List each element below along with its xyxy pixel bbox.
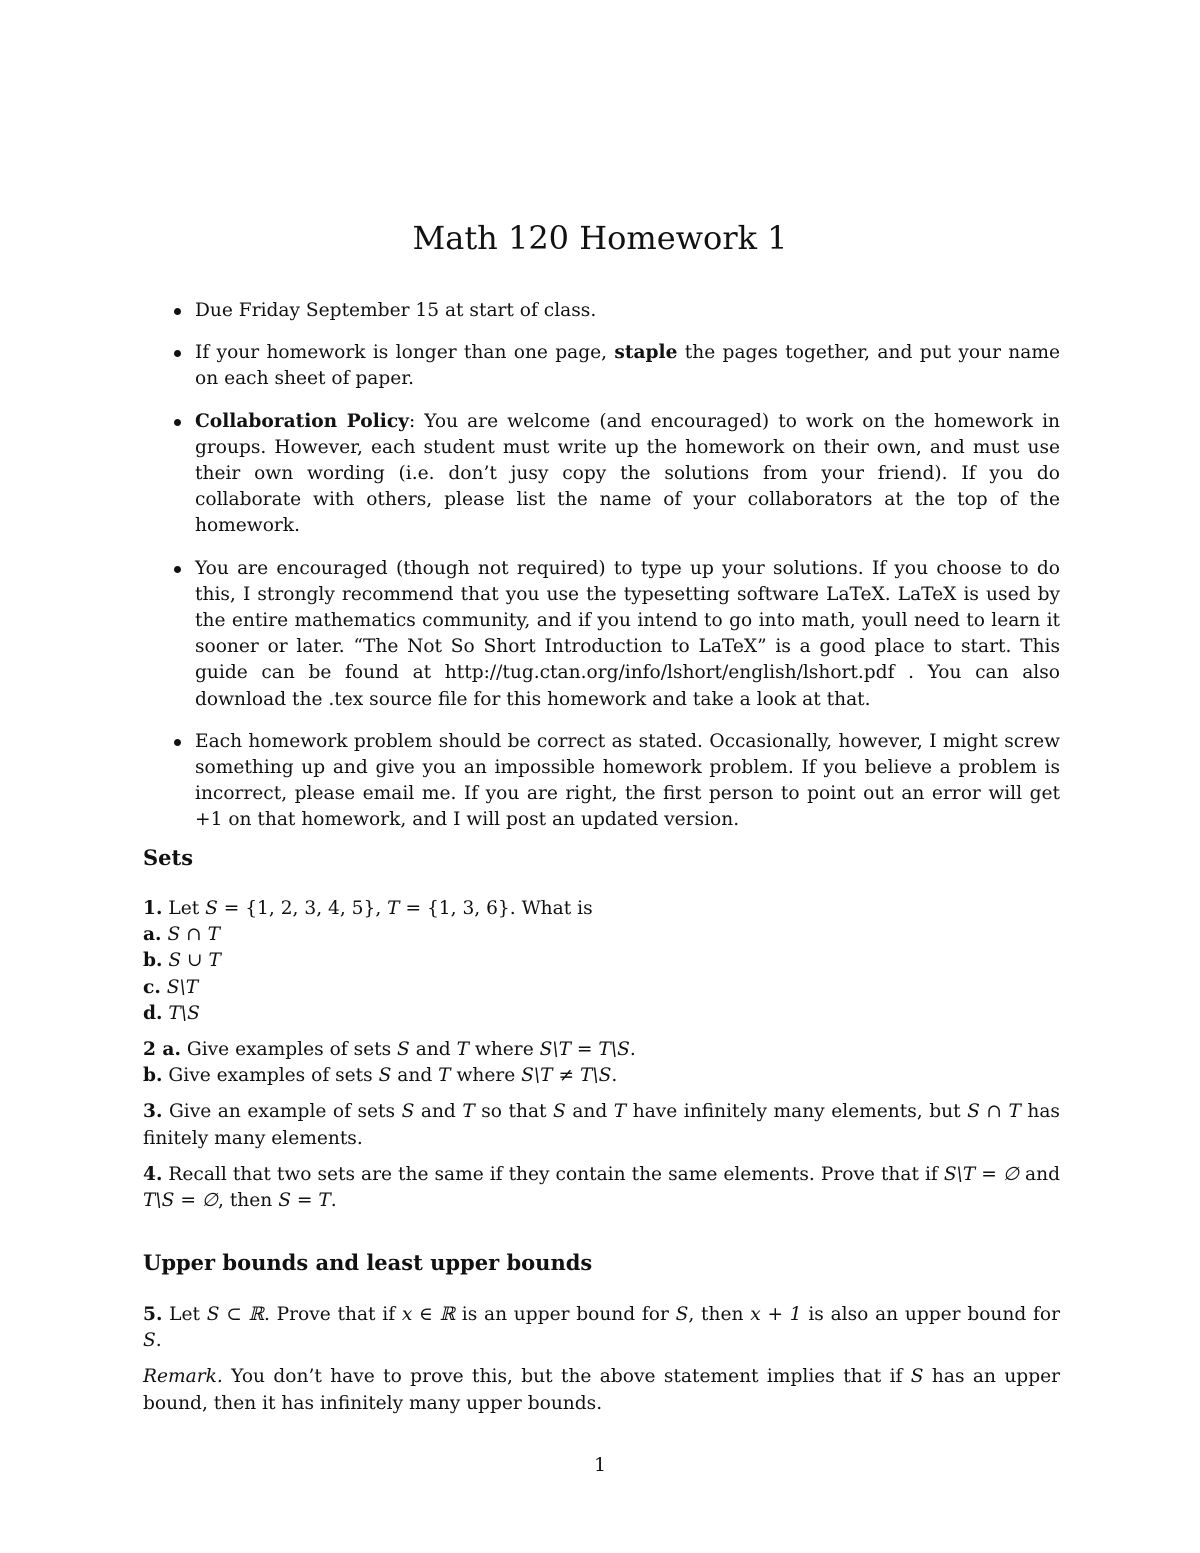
bullet-icon — [174, 308, 181, 315]
problem-1c — [143, 975, 1060, 1001]
problem-text: . — [155, 1330, 162, 1352]
instruction-item-latex — [172, 556, 1060, 713]
instruction-item-due-date — [172, 298, 1060, 324]
problem-text: = {1, 2, 3, 4, 5}, — [217, 898, 388, 919]
math-expression: S\T = ∅ — [943, 1163, 1020, 1185]
math-expression: x ∈ ℝ — [401, 1304, 456, 1325]
instruction-emphasis: staple — [614, 342, 678, 364]
bullet-icon — [174, 350, 181, 357]
math-symbol: S — [397, 1039, 410, 1061]
problem-text: Let — [162, 1304, 207, 1325]
problem-text: . — [330, 1190, 337, 1212]
problem-text: . — [629, 1039, 636, 1061]
problem-text: Let — [168, 898, 206, 919]
problem-text: Recall that two sets are the same if they contain the same elements. Prove that if — [162, 1163, 944, 1185]
math-symbol: S — [910, 1366, 924, 1388]
problem-text: have infinitely many elements, but — [626, 1101, 968, 1123]
instruction-text: the pages together, and put your name on each sheet of paper. — [195, 342, 1060, 390]
problem-text: and — [409, 1039, 457, 1061]
instruction-text: If your homework is longer than one page, — [195, 342, 615, 364]
math-symbol: S — [378, 1065, 392, 1087]
problem-number: 4. — [143, 1163, 163, 1185]
math-symbol: T — [462, 1101, 475, 1123]
math-expression: S\T — [166, 976, 199, 998]
problem-text: and — [1019, 1163, 1060, 1185]
problem-text: Give examples of sets — [180, 1039, 398, 1061]
instruction-text: You are encouraged (though not required) to type up your solutions. If you choose to do this, I strongly recommend that you use the typesetting software LaTeX. LaTeX is used by the entire mathematics community, and if you intend to go into math, youll need to learn it sooner or later. “The Not So Short Introduction to LaTeX” is a good place to start. This guide can be found at http://tug.ctan.org/info/lshort/english/lshort.pdf . You can also download the .tex source file for this homework and take a look at that. — [195, 557, 1060, 710]
bullet-icon — [174, 566, 181, 573]
math-symbol: S — [401, 1101, 415, 1123]
remark-text: You don’t have to prove this, but the above statement implies that if — [222, 1366, 911, 1388]
math-expression: S ⊂ ℝ — [206, 1304, 264, 1325]
problem-text: . Prove that if — [264, 1304, 402, 1325]
problem-text: , then — [218, 1190, 279, 1212]
subproblem-label: b. — [143, 950, 163, 972]
problem-text: is an upper bound for — [455, 1304, 676, 1325]
problem-text: Give an example of sets — [162, 1101, 402, 1123]
problem-text: is also an upper bound for — [801, 1304, 1060, 1325]
remark-text: has an upper bound, then it has infinitely many upper bounds. — [143, 1366, 1060, 1414]
instructions-list — [172, 298, 1060, 850]
problem-text: where — [469, 1039, 540, 1061]
problem-text: and — [414, 1101, 463, 1123]
instruction-item-collaboration — [172, 409, 1060, 540]
problem-text: = {1, 3, 6}. What is — [399, 898, 593, 919]
math-expression: S ∩ T — [967, 1101, 1021, 1123]
problem-1d — [143, 1001, 1060, 1027]
instruction-item-errors — [172, 729, 1060, 834]
math-expression: S ∪ T — [168, 950, 221, 972]
subproblem-label: b. — [143, 1065, 163, 1087]
problem-4 — [143, 1162, 1060, 1214]
page-number: 1 — [594, 1455, 606, 1476]
problem-number: 1. — [143, 898, 163, 919]
problem-2b — [143, 1063, 1060, 1089]
bounds-problems — [143, 1302, 1060, 1417]
math-expression: S = T — [278, 1190, 331, 1212]
math-symbol: T — [438, 1065, 451, 1087]
problem-2a — [143, 1037, 1060, 1063]
math-symbol: T — [387, 898, 400, 919]
problem-text: where — [450, 1065, 522, 1087]
subproblem-label: a. — [143, 924, 162, 946]
problem-text: so that — [474, 1101, 554, 1123]
math-expression: T\S — [168, 1002, 200, 1024]
math-symbol: T — [456, 1039, 469, 1061]
problem-number: 2 a. — [143, 1039, 181, 1061]
math-symbol: S — [553, 1101, 566, 1123]
math-expression: x + 1 — [750, 1304, 802, 1325]
sets-problems — [143, 896, 1060, 1214]
remark — [143, 1364, 1060, 1416]
instruction-emphasis: Collaboration Policy — [195, 410, 409, 432]
bullet-icon — [174, 739, 181, 746]
section-heading-sets: Sets — [143, 845, 194, 870]
problem-text: and — [391, 1065, 439, 1087]
problem-3 — [143, 1099, 1060, 1151]
subproblem-label: d. — [143, 1002, 163, 1024]
math-symbol: S — [675, 1304, 689, 1325]
math-symbol: T — [613, 1101, 627, 1123]
math-expression: S ∩ T — [167, 924, 220, 946]
instruction-text: Each homework problem should be correct as stated. Occasionally, however, I might screw something up and give you an impossible homework problem. If you believe a problem is incorrect, please email me. If you are right, the first person to point out an error will get +1 on that homework, and I will post an updated version. — [195, 730, 1060, 831]
math-symbol: S — [143, 1330, 156, 1352]
problem-number: 3. — [143, 1101, 163, 1123]
problem-text: and — [565, 1101, 614, 1123]
problem-1b — [143, 948, 1060, 974]
instruction-item-staple — [172, 340, 1060, 392]
bullet-icon — [174, 419, 181, 426]
problem-text: Give examples of sets — [162, 1065, 379, 1087]
problem-1 — [143, 896, 1060, 922]
remark-label: Remark. — [143, 1366, 223, 1388]
instruction-text: : You are welcome (and encouraged) to work on the homework in groups. However, each student must write up the homework on their own, and must use their own wording (i.e. don’t jusy copy the solutions from your friend). If you do collaborate with others, please list the name of your collaborators at the top of the homework. — [195, 410, 1060, 537]
document-title: Math 120 Homework 1 — [412, 219, 788, 257]
math-expression: T\S = ∅ — [143, 1190, 219, 1212]
problem-text: . — [611, 1065, 618, 1087]
problem-5 — [143, 1302, 1060, 1354]
subproblem-label: c. — [143, 976, 161, 998]
problem-1a — [143, 922, 1060, 948]
math-expression: S\T ≠ T\S — [521, 1065, 612, 1087]
problem-text: has finitely many elements. — [143, 1101, 1060, 1149]
problem-text: , then — [688, 1304, 751, 1325]
instruction-text: Due Friday September 15 at start of class. — [195, 300, 597, 321]
problem-number: 5. — [143, 1304, 163, 1325]
section-heading-upper-bounds: Upper bounds and least upper bounds — [143, 1250, 593, 1275]
math-expression: S\T = T\S — [539, 1039, 630, 1061]
math-symbol: S — [205, 898, 218, 919]
